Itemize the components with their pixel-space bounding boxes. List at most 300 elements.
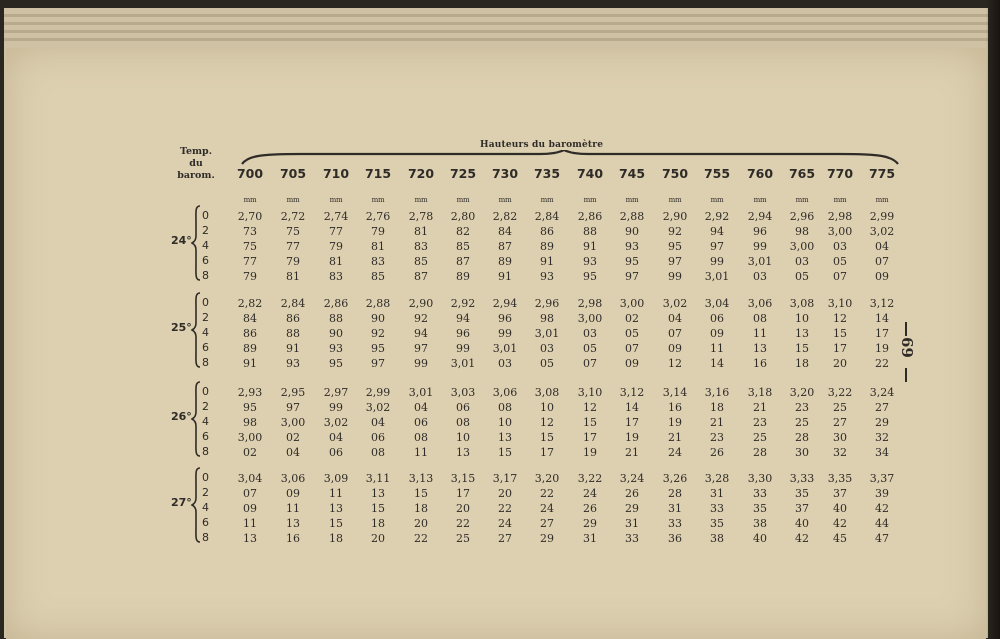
pressure-header: 710 [322,166,350,181]
table-cell: 87 [456,255,470,268]
table-cell: 27 [833,416,847,429]
pressure-header: 720 [407,166,435,181]
unit-label: mm [329,196,343,204]
table-cell: 3,12 [619,386,645,399]
unit-label: mm [833,196,847,204]
minute-label: 0 [202,209,209,222]
table-cell: 03 [498,357,512,370]
table-cell: 29 [875,416,889,429]
table-cell: 09 [668,342,682,355]
table-cell: 88 [286,327,300,340]
table-cell: 3,06 [747,297,773,310]
table-cell: 3,02 [869,225,895,238]
table-cell: 15 [329,517,343,530]
table-cell: 3,28 [704,472,730,485]
minute-label: 4 [202,501,209,514]
barometer-heights-label: Hauteurs du baromètre [480,140,604,150]
table-cell: 77 [329,225,343,238]
pressure-header: 755 [703,166,731,181]
table-cell: 03 [795,255,809,268]
table-cell: 08 [414,431,428,444]
table-cell: 05 [625,327,639,340]
table-cell: 99 [498,327,512,340]
table-cell: 14 [625,401,639,414]
temperature-label: 24° [171,234,192,247]
table-cell: 37 [833,487,847,500]
pressure-header: 775 [868,166,896,181]
table-cell: 2,90 [662,210,688,223]
table-cell: 17 [625,416,639,429]
table-cell: 06 [371,431,385,444]
table-cell: 19 [668,416,682,429]
table-cell: 95 [329,357,343,370]
table-cell: 13 [243,532,257,545]
table-cell: 12 [540,416,554,429]
table-cell: 75 [243,240,257,253]
page-edge [4,30,988,33]
table-cell: 91 [243,357,257,370]
table-cell: 38 [710,532,724,545]
table-cell: 99 [668,270,682,283]
table-cell: 90 [329,327,343,340]
table-cell: 3,01 [408,386,434,399]
table-cell: 29 [540,532,554,545]
table-cell: 08 [371,446,385,459]
table-cell: 2,88 [619,210,645,223]
table-cell: 15 [833,327,847,340]
table-cell: 88 [583,225,597,238]
table-cell: 3,35 [827,472,853,485]
table-cell: 30 [795,446,809,459]
minute-label: 2 [202,486,209,499]
table-cell: 21 [753,401,767,414]
table-cell: 94 [456,312,470,325]
table-cell: 3,22 [577,472,603,485]
table-cell: 23 [710,431,724,444]
table-cell: 81 [414,225,428,238]
table-cell: 11 [753,327,767,340]
table-cell: 13 [329,502,343,515]
table-cell: 86 [243,327,257,340]
table-cell: 09 [286,487,300,500]
table-cell: 33 [668,517,682,530]
pressure-header: 770 [826,166,854,181]
minute-label: 4 [202,326,209,339]
pressure-header: 750 [661,166,689,181]
table-cell: 87 [498,240,512,253]
minute-label: 6 [202,516,209,529]
table-cell: 47 [875,532,889,545]
unit-label: mm [583,196,597,204]
table-cell: 3,00 [577,312,603,325]
table-cell: 06 [414,416,428,429]
table-cell: 2,98 [577,297,603,310]
minute-label: 4 [202,239,209,252]
unit-label: mm [540,196,554,204]
table-cell: 3,01 [492,342,518,355]
pressure-header: 705 [279,166,307,181]
minute-label: 8 [202,356,209,369]
table-cell: 3,08 [534,386,560,399]
table-cell: 29 [625,502,639,515]
table-cell: 31 [583,532,597,545]
table-cell: 17 [583,431,597,444]
table-cell: 3,20 [534,472,560,485]
table-cell: 26 [710,446,724,459]
table-cell: 31 [668,502,682,515]
page-number-rule [905,322,907,336]
unit-label: mm [498,196,512,204]
pressure-header: 740 [576,166,604,181]
table-cell: 05 [583,342,597,355]
table-cell: 99 [329,401,343,414]
table-cell: 2,98 [827,210,853,223]
table-cell: 31 [625,517,639,530]
table-cell: 81 [286,270,300,283]
table-cell: 22 [875,357,889,370]
temperature-label: 26° [171,410,192,423]
table-cell: 09 [875,270,889,283]
pressure-header: 725 [449,166,477,181]
minute-label: 0 [202,471,209,484]
table-cell: 89 [540,240,554,253]
pressure-header: 765 [788,166,816,181]
table-cell: 27 [540,517,554,530]
table-cell: 40 [795,517,809,530]
table-cell: 2,80 [450,210,476,223]
table-cell: 95 [583,270,597,283]
table-cell: 90 [625,225,639,238]
temperature-label: 25° [171,321,192,334]
table-cell: 10 [795,312,809,325]
temp-header-line: barom. [177,170,215,181]
table-cell: 42 [833,517,847,530]
pressure-header: 760 [746,166,774,181]
table-cell: 82 [456,225,470,238]
table-cell: 07 [625,342,639,355]
table-cell: 13 [371,487,385,500]
pressure-header: 715 [364,166,392,181]
table-cell: 24 [668,446,682,459]
table-cell: 25 [833,401,847,414]
table-cell: 3,24 [619,472,645,485]
table-cell: 2,76 [365,210,391,223]
table-cell: 28 [753,446,767,459]
table-cell: 2,96 [534,297,560,310]
table-cell: 3,03 [450,386,476,399]
table-cell: 30 [833,431,847,444]
table-cell: 3,02 [662,297,688,310]
table-cell: 75 [286,225,300,238]
table-cell: 91 [286,342,300,355]
temp-header-line: du [189,158,203,169]
table-cell: 73 [243,225,257,238]
table-cell: 98 [243,416,257,429]
minute-label: 4 [202,415,209,428]
table-cell: 3,13 [408,472,434,485]
table-cell: 08 [498,401,512,414]
table-cell: 3,04 [704,297,730,310]
table-cell: 84 [243,312,257,325]
table-cell: 13 [498,431,512,444]
table-cell: 15 [414,487,428,500]
table-cell: 3,06 [492,386,518,399]
table-cell: 2,84 [280,297,306,310]
table-cell: 89 [498,255,512,268]
table-cell: 06 [329,446,343,459]
table-cell: 3,02 [323,416,349,429]
table-cell: 2,99 [365,386,391,399]
table-cell: 21 [668,431,682,444]
table-cell: 99 [710,255,724,268]
table-cell: 92 [371,327,385,340]
table-cell: 3,00 [827,225,853,238]
table-cell: 99 [753,240,767,253]
table-cell: 2,94 [492,297,518,310]
table-cell: 3,00 [619,297,645,310]
table-cell: 09 [710,327,724,340]
table-cell: 22 [456,517,470,530]
table-cell: 33 [625,532,639,545]
table-cell: 13 [456,446,470,459]
table-cell: 3,20 [789,386,815,399]
table-cell: 05 [833,255,847,268]
table-cell: 90 [371,312,385,325]
table-cell: 3,33 [789,472,815,485]
unit-label: mm [456,196,470,204]
table-cell: 19 [583,446,597,459]
table-cell: 10 [540,401,554,414]
table-cell: 95 [243,401,257,414]
page-number-rule [905,368,907,382]
table-cell: 32 [875,431,889,444]
table-cell: 77 [243,255,257,268]
table-cell: 35 [753,502,767,515]
binding-shadow [986,0,1000,639]
table-cell: 18 [329,532,343,545]
table-cell: 28 [795,431,809,444]
table-cell: 2,74 [323,210,349,223]
minute-label: 2 [202,224,209,237]
table-cell: 24 [498,517,512,530]
table-cell: 21 [710,416,724,429]
table-cell: 45 [833,532,847,545]
table-cell: 2,93 [237,386,263,399]
table-cell: 93 [329,342,343,355]
table-cell: 3,02 [365,401,391,414]
table-cell: 33 [753,487,767,500]
unit-label: mm [414,196,428,204]
table-cell: 3,26 [662,472,688,485]
table-cell: 2,97 [323,386,349,399]
table-cell: 35 [795,487,809,500]
table-cell: 11 [329,487,343,500]
group-brace [191,380,201,458]
table-cell: 3,01 [704,270,730,283]
table-cell: 36 [668,532,682,545]
table-cell: 2,86 [323,297,349,310]
table-cell: 33 [710,502,724,515]
minute-label: 6 [202,430,209,443]
minute-label: 8 [202,445,209,458]
table-cell: 93 [583,255,597,268]
table-cell: 08 [753,312,767,325]
table-cell: 04 [329,431,343,444]
table-cell: 2,92 [450,297,476,310]
table-cell: 15 [540,431,554,444]
table-cell: 22 [498,502,512,515]
unit-label: mm [243,196,257,204]
table-cell: 04 [668,312,682,325]
table-cell: 07 [833,270,847,283]
table-cell: 10 [456,431,470,444]
table-cell: 2,82 [237,297,263,310]
table-cell: 18 [371,517,385,530]
minute-label: 2 [202,400,209,413]
table-cell: 98 [795,225,809,238]
table-cell: 27 [875,401,889,414]
table-cell: 3,01 [450,357,476,370]
table-cell: 97 [710,240,724,253]
table-cell: 86 [540,225,554,238]
temperature-label: 27° [171,496,192,509]
table-cell: 25 [456,532,470,545]
table-cell: 2,94 [747,210,773,223]
table-cell: 85 [414,255,428,268]
table-cell: 94 [710,225,724,238]
table-cell: 3,04 [237,472,263,485]
table-cell: 3,00 [237,431,263,444]
table-cell: 44 [875,517,889,530]
table-cell: 84 [498,225,512,238]
table-cell: 3,08 [789,297,815,310]
table-cell: 93 [625,240,639,253]
table-cell: 3,00 [789,240,815,253]
table-cell: 07 [243,487,257,500]
table-cell: 17 [540,446,554,459]
table-cell: 95 [371,342,385,355]
table-cell: 19 [625,431,639,444]
table-cell: 42 [875,502,889,515]
table-cell: 79 [371,225,385,238]
table-cell: 93 [286,357,300,370]
group-brace [191,204,201,282]
table-cell: 39 [875,487,889,500]
minute-label: 8 [202,269,209,282]
table-cell: 18 [795,357,809,370]
table-cell: 03 [833,240,847,253]
table-cell: 83 [414,240,428,253]
table-cell: 22 [540,487,554,500]
table-cell: 97 [286,401,300,414]
table-cell: 2,78 [408,210,434,223]
table-cell: 97 [371,357,385,370]
table-cell: 12 [583,401,597,414]
table-cell: 96 [753,225,767,238]
table-cell: 16 [668,401,682,414]
table-cell: 23 [795,401,809,414]
table-cell: 14 [710,357,724,370]
table-cell: 02 [625,312,639,325]
table-cell: 09 [625,357,639,370]
table-cell: 02 [286,431,300,444]
minute-label: 8 [202,531,209,544]
table-cell: 20 [371,532,385,545]
table-cell: 85 [371,270,385,283]
table-cell: 13 [753,342,767,355]
unit-label: mm [668,196,682,204]
table-cell: 92 [668,225,682,238]
table-cell: 38 [753,517,767,530]
table-cell: 03 [583,327,597,340]
table-cell: 93 [540,270,554,283]
table-cell: 87 [414,270,428,283]
table-cell: 20 [456,502,470,515]
table-cell: 11 [286,502,300,515]
table-cell: 92 [414,312,428,325]
table-cell: 3,16 [704,386,730,399]
table-cell: 95 [668,240,682,253]
table-cell: 13 [795,327,809,340]
table-cell: 13 [286,517,300,530]
table-cell: 81 [329,255,343,268]
table-cell: 96 [498,312,512,325]
table-cell: 2,92 [704,210,730,223]
group-brace [191,291,201,369]
table-cell: 21 [625,446,639,459]
table-cell: 11 [243,517,257,530]
table-cell: 89 [456,270,470,283]
table-cell: 2,72 [280,210,306,223]
table-cell: 3,06 [280,472,306,485]
table-cell: 96 [456,327,470,340]
page-edge [4,14,988,17]
table-cell: 3,10 [827,297,853,310]
table-cell: 79 [243,270,257,283]
table-cell: 83 [329,270,343,283]
page-edge [4,38,988,41]
pressure-header: 745 [618,166,646,181]
page-number: 69 [898,337,916,358]
table-cell: 31 [710,487,724,500]
group-brace [191,466,201,544]
table-cell: 81 [371,240,385,253]
table-cell: 79 [286,255,300,268]
table-cell: 22 [414,532,428,545]
table-cell: 35 [710,517,724,530]
table-cell: 3,11 [365,472,391,485]
table-cell: 03 [540,342,554,355]
table-cell: 17 [875,327,889,340]
table-cell: 88 [329,312,343,325]
table-cell: 26 [625,487,639,500]
table-cell: 15 [795,342,809,355]
minute-label: 6 [202,341,209,354]
table-cell: 14 [875,312,889,325]
table-cell: 37 [795,502,809,515]
table-cell: 10 [498,416,512,429]
table-cell: 12 [668,357,682,370]
table-cell: 11 [710,342,724,355]
table-cell: 91 [540,255,554,268]
table-cell: 04 [371,416,385,429]
table-cell: 32 [833,446,847,459]
table-cell: 86 [286,312,300,325]
table-cell: 24 [583,487,597,500]
table-cell: 3,30 [747,472,773,485]
table-cell: 79 [329,240,343,253]
table-cell: 24 [540,502,554,515]
